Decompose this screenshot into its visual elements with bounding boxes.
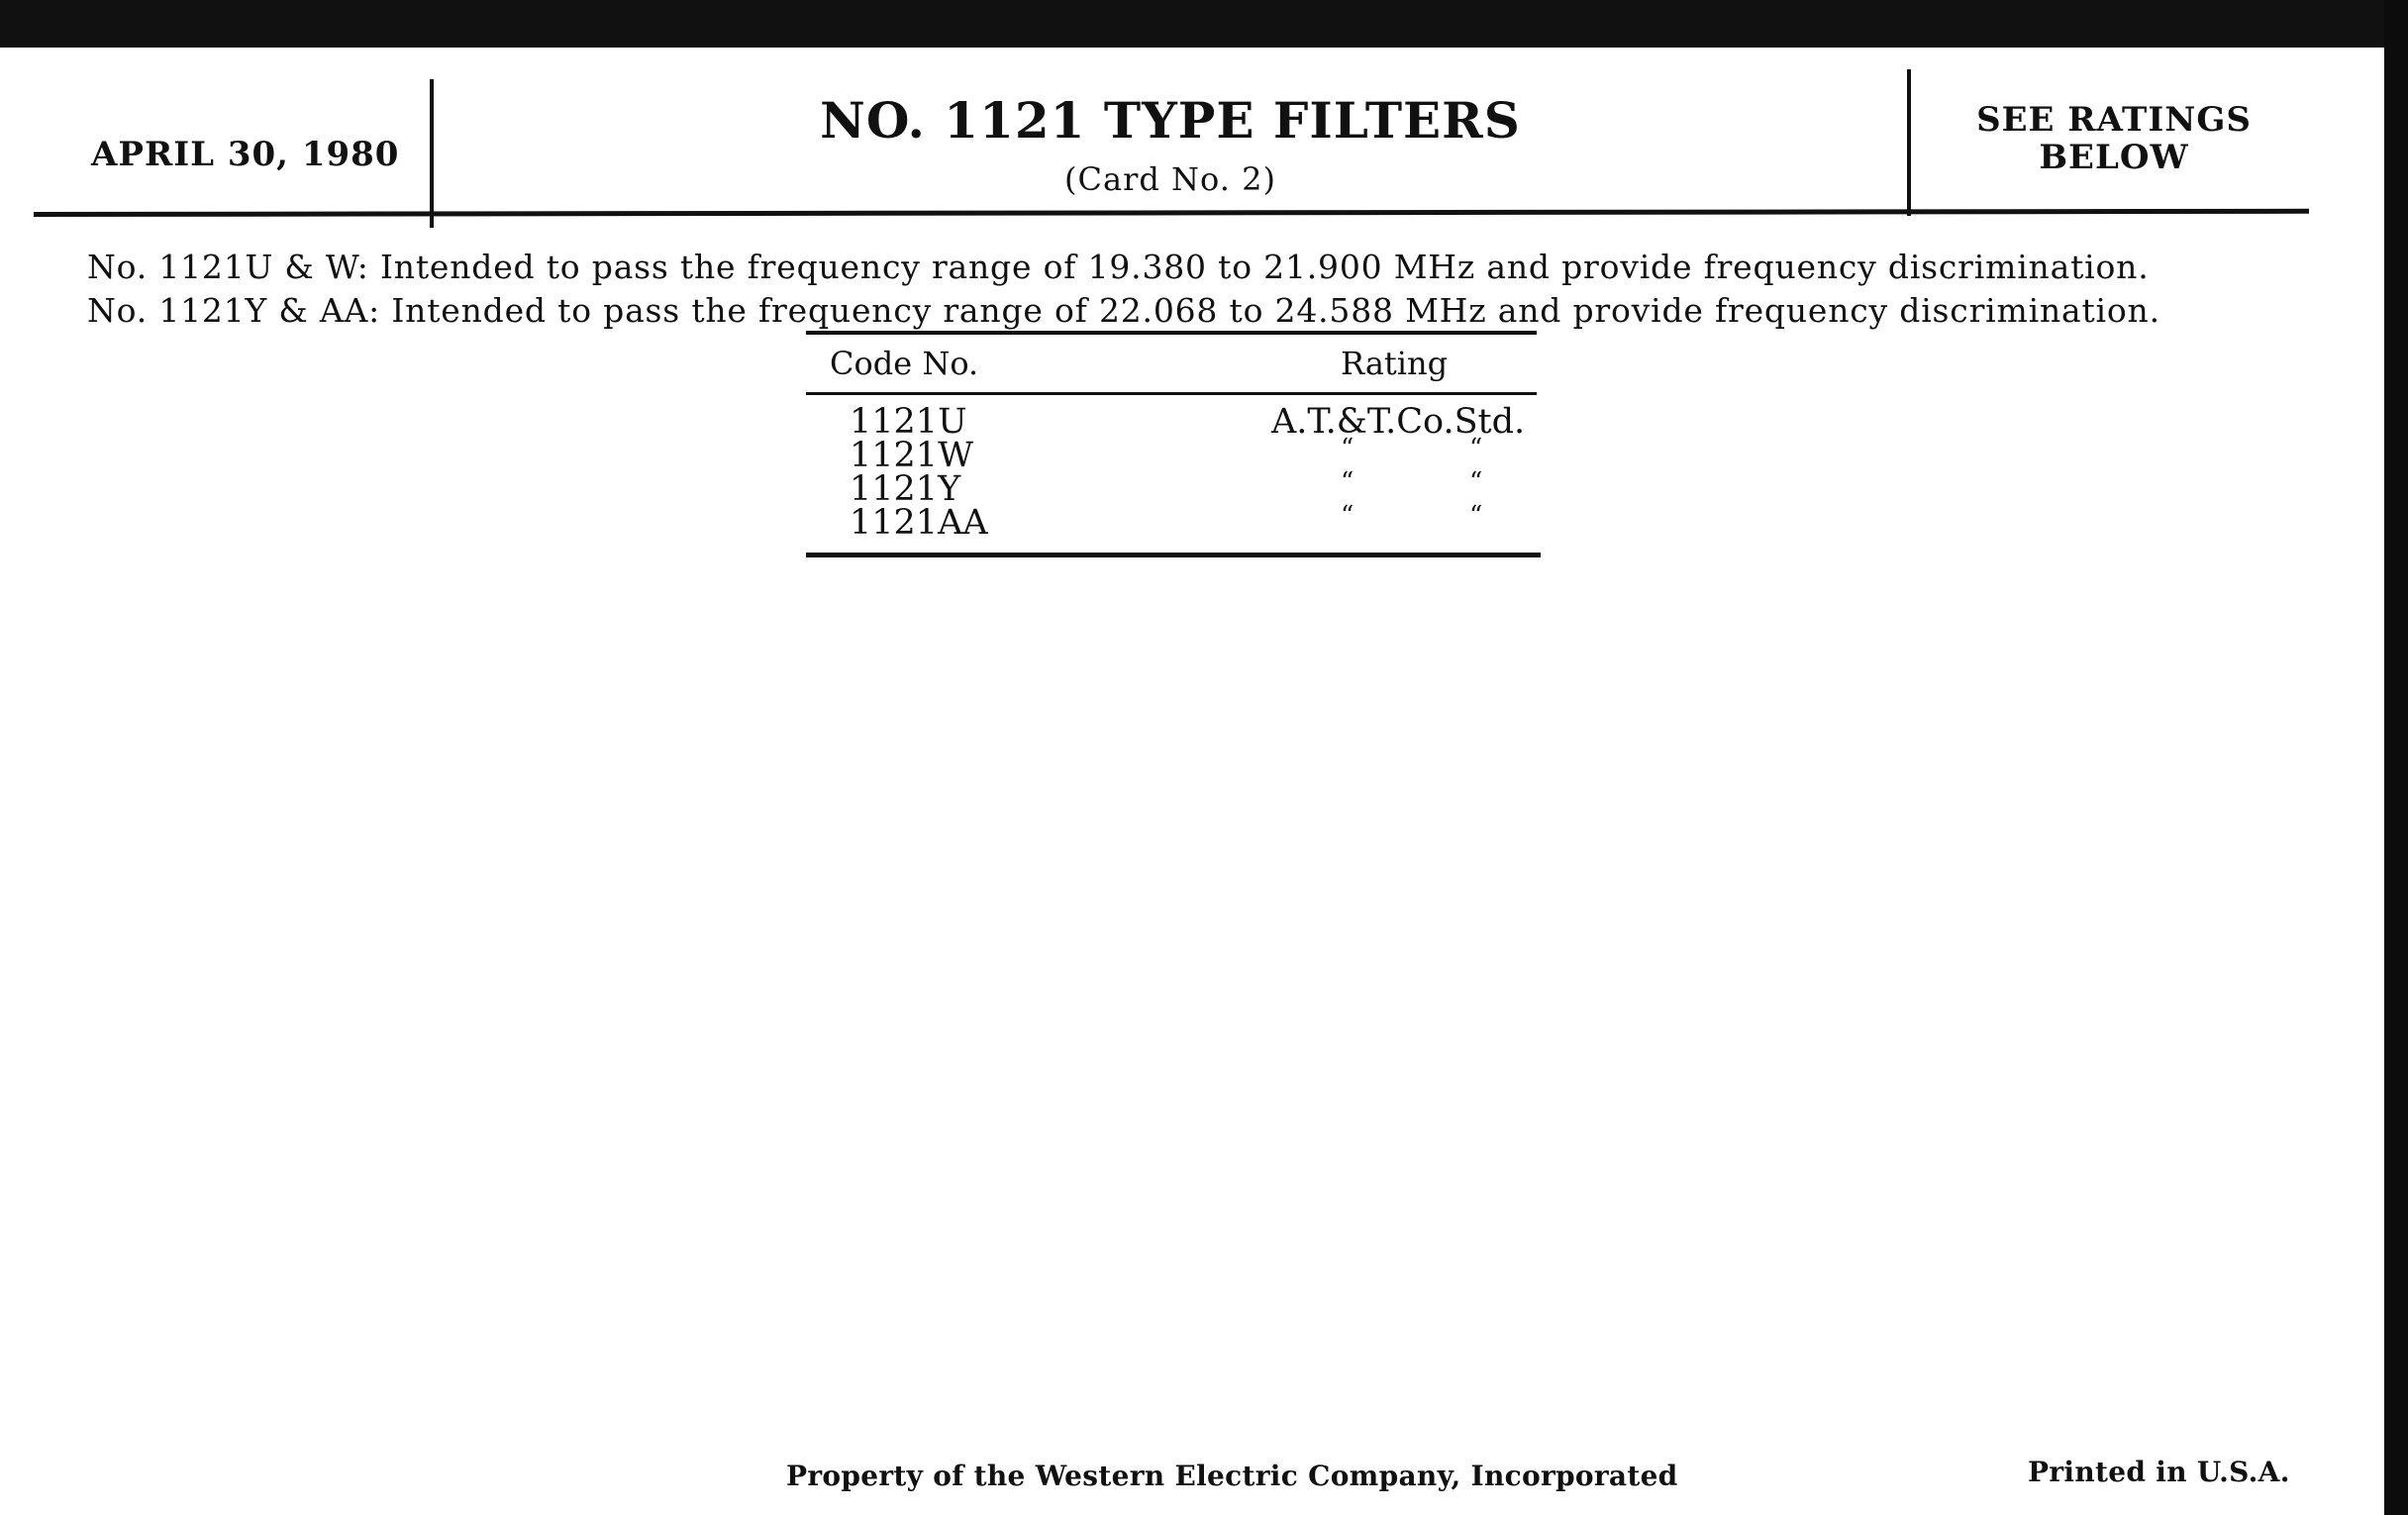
code-cell: 1121U	[850, 402, 967, 442]
table-row	[806, 467, 1539, 509]
description-line: No. 1121Y & AA: Intended to pass the frequency range of 22.068 to 24.588 MHz and provide frequency discrimination.	[87, 291, 2160, 330]
code-cell: 1121W	[850, 436, 974, 475]
page-subtitle: (Card No. 2)	[1064, 160, 1276, 198]
ratings-note-line2: BELOW	[2039, 138, 2189, 177]
table-top-rule	[806, 331, 1537, 335]
printed-notice: Printed in U.S.A.	[2028, 1456, 2290, 1488]
ditto-mark: “	[1341, 501, 1354, 531]
table-row	[806, 434, 1539, 475]
scan-top-edge	[0, 0, 2408, 48]
table-header-rule	[806, 392, 1537, 395]
code-cell: 1121Y	[850, 469, 961, 509]
description-line: No. 1121U & W: Intended to pass the frequency range of 19.380 to 21.900 MHz and provide frequency discrimination.	[87, 248, 2150, 286]
page-title: NO. 1121 TYPE FILTERS	[820, 91, 1521, 150]
ratings-note-line1: SEE RATINGS	[1976, 100, 2252, 140]
rating-cell: A.T.&T.Co.Std.	[1271, 402, 1526, 442]
ditto-mark: “	[1469, 501, 1483, 531]
ditto-mark: “	[1469, 434, 1483, 463]
table-row	[806, 402, 1539, 442]
table-row	[806, 501, 1539, 543]
ratings-note	[1911, 101, 2317, 176]
ditto-mark: “	[1341, 434, 1354, 463]
header-divider-left	[430, 79, 434, 228]
ditto-mark: “	[1469, 467, 1483, 497]
column-header-code: Code No.	[830, 345, 979, 382]
code-cell: 1121AA	[850, 503, 988, 543]
property-notice: Property of the Western Electric Company, Incorporated	[786, 1460, 1678, 1492]
ditto-mark: “	[1341, 467, 1354, 497]
issue-date: APRIL 30, 1980	[91, 135, 400, 174]
scan-right-edge	[2384, 0, 2408, 1515]
column-header-rating: Rating	[1341, 345, 1449, 382]
table-bottom-rule	[806, 553, 1541, 557]
